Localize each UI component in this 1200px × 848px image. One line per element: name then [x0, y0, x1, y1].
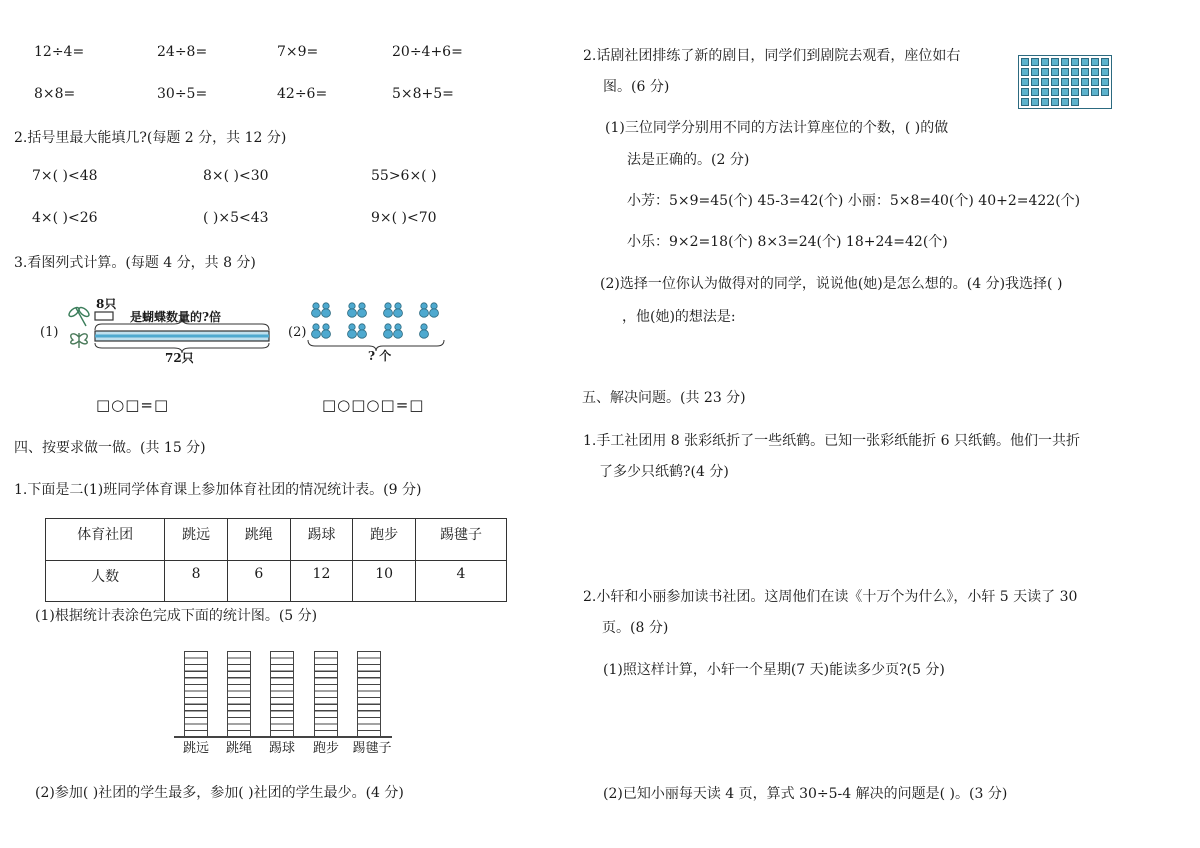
- seat: [1031, 58, 1039, 66]
- seat: [1041, 68, 1049, 76]
- seat: [1031, 88, 1039, 96]
- seat: [1061, 58, 1069, 66]
- answer-template: □○□○□=□: [322, 396, 425, 414]
- fill-item: 7×( )<48: [32, 168, 98, 184]
- bar-total-label: 72只: [165, 351, 194, 365]
- question-text: 2.话剧社团排练了新的剧目，同学们到剧院去观看，座位如右: [583, 48, 961, 64]
- chart-column[interactable]: [314, 651, 338, 737]
- sub-question: (1)根据统计表涂色完成下面的统计图。(5 分): [35, 608, 318, 624]
- chart-label: 跳绳: [225, 741, 252, 756]
- seat: [1051, 58, 1059, 66]
- sub-question: (2)已知小丽每天读 4 页，算式 30÷5-4 解决的问题是( )。(3 分): [603, 786, 1008, 802]
- seat: [1081, 98, 1089, 106]
- table-cell: 跑步: [353, 519, 416, 561]
- seat: [1091, 58, 1099, 66]
- figure-number: (2): [288, 325, 307, 340]
- seat: [1031, 78, 1039, 86]
- sub-question: (2)选择一位你认为做得对的同学，说说他(她)是怎么想的。(4 分)我选择( ): [600, 276, 1063, 292]
- seat: [1101, 98, 1109, 106]
- seat: [1101, 68, 1109, 76]
- chart-label: 踢毽子: [352, 741, 392, 756]
- seat: [1071, 58, 1079, 66]
- table-cell: 10: [353, 560, 416, 602]
- seat: [1081, 68, 1089, 76]
- seat: [1081, 58, 1089, 66]
- seat: [1051, 68, 1059, 76]
- seat: [1061, 68, 1069, 76]
- chart-label: 踢球: [268, 741, 295, 756]
- stats-table: [45, 518, 507, 602]
- seat: [1031, 98, 1039, 106]
- bar-question-label: 是蝴蝶数量的?倍: [130, 310, 222, 324]
- fill-item: ( )×5<43: [203, 210, 269, 226]
- calc-item: 20÷4+6=: [392, 44, 463, 60]
- sub-question: (2)参加( )社团的学生最多，参加( )社团的学生最少。(4 分): [35, 785, 404, 801]
- seat: [1071, 68, 1079, 76]
- question-title: 3.看图列式计算。(每题 4 分，共 8 分): [14, 255, 256, 271]
- seat: [1031, 68, 1039, 76]
- seat: [1051, 78, 1059, 86]
- gourd-icon-group: [312, 303, 439, 338]
- section-title: 四、按要求做一做。(共 15 分): [14, 440, 206, 456]
- seat: [1091, 88, 1099, 96]
- student-method: 小乐：9×2=18(个) 8×3=24(个) 18+24=42(个): [627, 234, 948, 250]
- table-cell: 人数: [46, 560, 165, 602]
- seat: [1101, 58, 1109, 66]
- chart-column[interactable]: [227, 651, 251, 737]
- seat: [1021, 88, 1029, 96]
- seat: [1021, 68, 1029, 76]
- student-method: 小芳：5×9=45(个) 45-3=42(个) 小丽：5×8=40(个) 40+2=422(个): [627, 193, 1081, 209]
- gourd-total-label: ? 个: [368, 349, 392, 363]
- seat: [1021, 78, 1029, 86]
- sub-question: ，他(她)的想法是:: [622, 309, 736, 325]
- question-text: 了多少只纸鹤?(4 分): [599, 464, 729, 480]
- seat: [1021, 98, 1029, 106]
- table-cell: 踢球: [290, 519, 353, 561]
- table-cell: 跳绳: [227, 519, 290, 561]
- sub-question: (1)三位同学分别用不同的方法计算座位的个数，( )的做: [605, 120, 949, 136]
- fill-item: 9×( )<70: [371, 210, 437, 226]
- seat: [1051, 98, 1059, 106]
- chart-column[interactable]: [184, 651, 208, 737]
- chart-column[interactable]: [270, 651, 294, 737]
- seat: [1071, 78, 1079, 86]
- seat: [1091, 98, 1099, 106]
- section-title: 五、解决问题。(共 23 分): [582, 390, 746, 406]
- question-title: 2.括号里最大能填几?(每题 2 分，共 12 分): [14, 130, 287, 146]
- calc-item: 42÷6=: [277, 86, 328, 102]
- calc-item: 12÷4=: [34, 44, 85, 60]
- seat: [1081, 78, 1089, 86]
- seat: [1051, 88, 1059, 96]
- seat: [1041, 88, 1049, 96]
- figure-number: (1): [40, 325, 59, 340]
- question-text: 页。(8 分): [602, 620, 669, 636]
- question-title: 1.下面是二(1)班同学体育课上参加体育社团的情况统计表。(9 分): [14, 482, 422, 498]
- calc-item: 7×9=: [277, 44, 319, 60]
- seat-grid: [1018, 55, 1112, 109]
- seat: [1091, 68, 1099, 76]
- bar-top-label: 8只: [96, 297, 117, 311]
- table-cell: 4: [415, 560, 506, 602]
- fill-item: 55>6×( ): [371, 168, 437, 184]
- calc-item: 5×8+5=: [392, 86, 454, 102]
- seat: [1061, 88, 1069, 96]
- sub-question: 法是正确的。(2 分): [627, 152, 750, 168]
- table-cell: 8: [165, 560, 228, 602]
- chart-label: 跑步: [312, 741, 339, 756]
- seat: [1101, 88, 1109, 96]
- table-row: [46, 519, 507, 561]
- table-cell: 跳远: [165, 519, 228, 561]
- butterfly-icon: [71, 333, 87, 348]
- chart-column[interactable]: [357, 651, 381, 737]
- seat: [1041, 78, 1049, 86]
- question-text: 1.手工社团用 8 张彩纸折了一些纸鹤。已知一张彩纸能折 6 只纸鹤。他们一共折: [583, 433, 1080, 449]
- calc-item: 8×8=: [34, 86, 76, 102]
- table-cell: 12: [290, 560, 353, 602]
- seat: [1071, 98, 1079, 106]
- question-text: 2.小轩和小丽参加读书社团。这周他们在读《十万个为什么》，小轩 5 天读了 30: [583, 589, 1078, 605]
- chart-label: 跳远: [182, 741, 209, 756]
- question-text: 图。(6 分): [603, 79, 670, 95]
- fill-item: 8×( )<30: [203, 168, 269, 184]
- sub-question: (1)照这样计算，小轩一个星期(7 天)能读多少页?(5 分): [603, 662, 945, 678]
- table-cell: 踢毽子: [415, 519, 506, 561]
- seat: [1021, 58, 1029, 66]
- seat: [1041, 58, 1049, 66]
- seat: [1071, 88, 1079, 96]
- table-cell: 体育社团: [46, 519, 165, 561]
- seat: [1061, 98, 1069, 106]
- seat: [1081, 88, 1089, 96]
- seat: [1061, 78, 1069, 86]
- dragonfly-icon: [67, 306, 90, 326]
- seat: [1091, 78, 1099, 86]
- fill-item: 4×( )<26: [32, 210, 98, 226]
- table-cell: 6: [227, 560, 290, 602]
- calc-item: 24÷8=: [157, 44, 208, 60]
- table-row: [46, 560, 507, 602]
- calc-item: 30÷5=: [157, 86, 208, 102]
- seat: [1041, 98, 1049, 106]
- answer-template: □○□=□: [96, 396, 170, 414]
- seat: [1101, 78, 1109, 86]
